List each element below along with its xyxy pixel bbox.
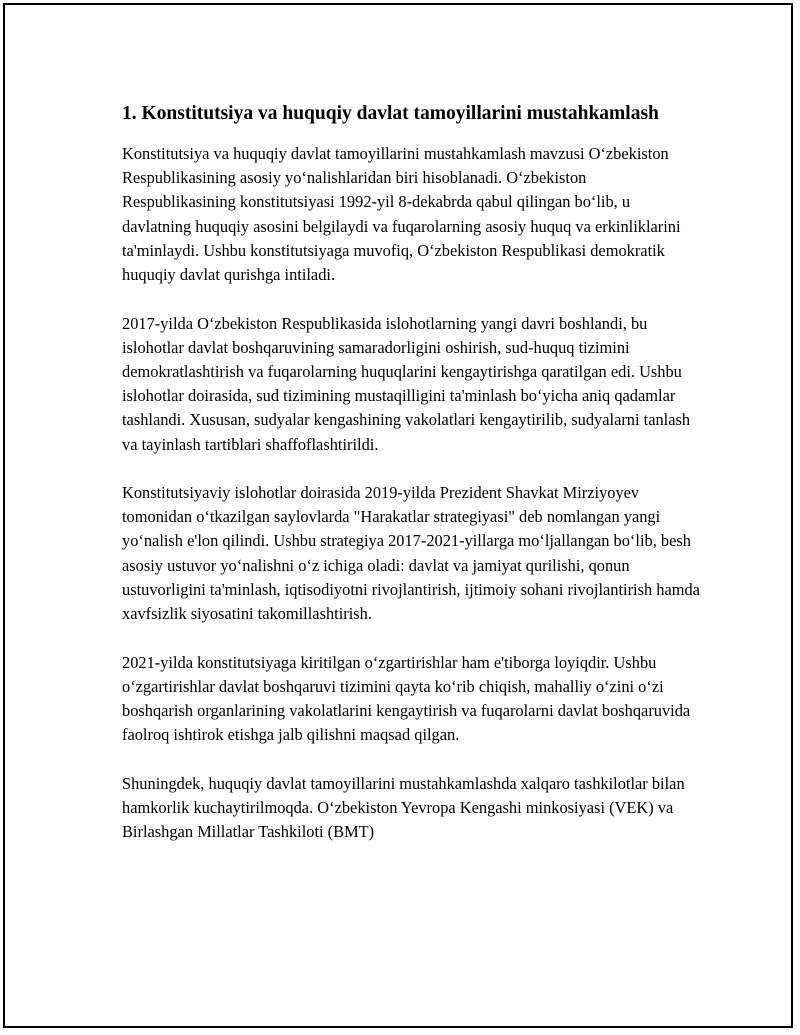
page-frame [3,3,793,1028]
document-body [122,100,702,869]
paragraph: 2017-yilda O‘zbekiston Respublikasida islohotlarning yangi davri boshlandi, bu islohotlar davlat boshqaruvining samaradorligini oshirish, sud-huquq tizimini demokratlashtirish va fuqarolarning huquqlarini kengaytirishga qaratilgan edi. Ushbu islohotlar doirasida, sud tizimining mustaqilligini ta'minlash bo‘yicha aniq qadamlar tashlandi. Xususan, sudyalar kengashining vakolatlari kengaytirilib, sudyalarni tanlash va tayinlash tartiblari shaffoflashtirildi. [122,313,691,454]
paragraph: 2021-yilda konstitutsiyaga kiritilgan o‘zgartirishlar ham e'tiborga loyiqdir. Ushbu o‘zgartirishlar davlat boshqaruvi tizimini qayta ko‘rib chiqish, mahalliy o‘zini o‘zi boshqarish organlarining vakolatlarini kengaytirish va fuqarolarni davlat boshqaruvida faolroq ishtirok etishga jalb qilishni maqsad qilgan. [122,652,691,745]
section-heading: 1. Konstitutsiya va huquqiy davlat tamoyillarini mustahkamlash [122,103,659,124]
paragraph: Shuningdek, huquqiy davlat tamoyillarini mustahkamlashda xalqaro tashkilotlar bilan hamkorlik kuchaytirilmoqda. O‘zbekiston Yevropa Kengashi minkosiyasi (VEK) va Birlashgan Millatlar Tashkiloti (BMT) [122,773,685,842]
paragraph: Konstitutsiyaviy islohotlar doirasida 2019-yilda Prezident Shavkat Mirziyoyev tomonidan o‘tkazilgan saylovlarda "Harakatlar strategiyasi" deb nomlangan yangi yo‘nalish e'lon qilindi. Ushbu strategiya 2017-2021-yillarga mo‘ljallangan bo‘lib, besh asosiy ustuvor yo‘nalishni o‘z ichiga oladi: davlat va jamiyat qurilishi, qonun ustuvorligini ta'minlash, iqtisodiyotni rivojlantirish, ijtimoiy sohani rivojlantirish hamda xavfsizlik siyosatini takomillashtirish. [122,483,700,624]
paragraph: Konstitutsiya va huquqiy davlat tamoyillarini mustahkamlash mavzusi O‘zbekiston Respublikasining asosiy yo‘nalishlaridan biri hisoblanadi. O‘zbekiston Respublikasining konstitutsiyasi 1992-yil 8-dekabrda qabul qilingan bo‘lib, u davlatning huquqiy asosini belgilaydi va fuqarolarning asosiy huquq va erkinliklarini ta'minlaydi. Ushbu konstitutsiyaga muvofiq, O‘zbekiston Respublikasi demokratik huquqiy davlat qurishga intiladi. [122,144,681,285]
